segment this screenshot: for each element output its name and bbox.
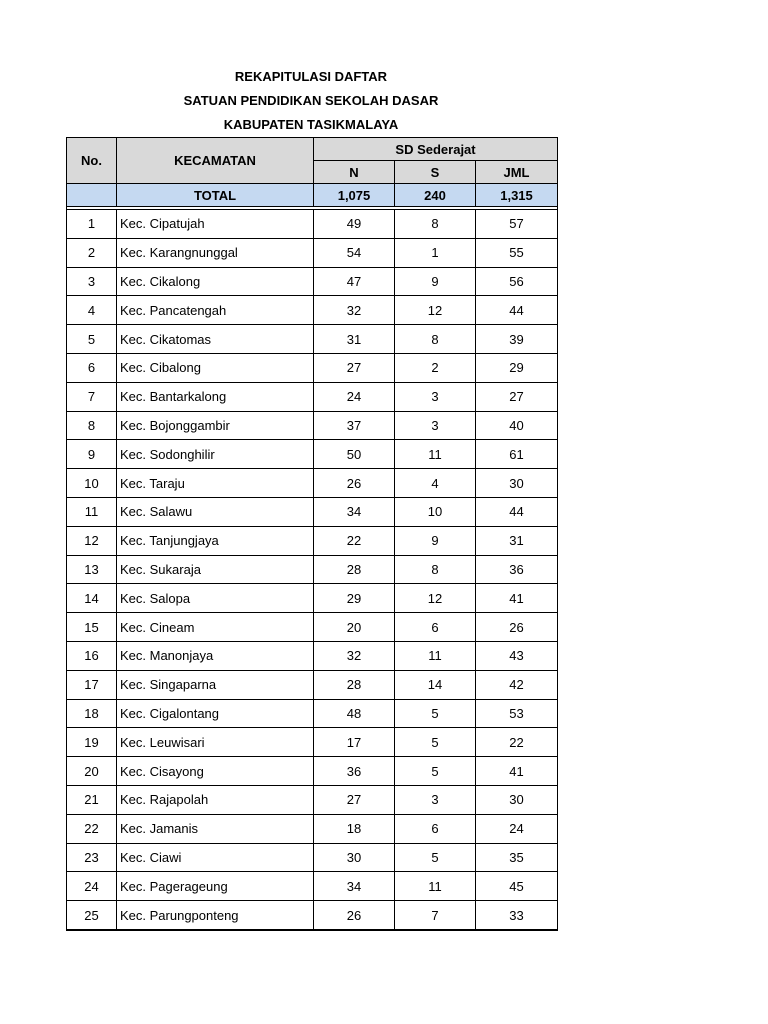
row-n: 50 [314, 440, 395, 469]
row-jml: 36 [476, 555, 558, 584]
row-n: 47 [314, 267, 395, 296]
row-kecamatan: Kec. Manonjaya [117, 641, 314, 670]
row-jml: 40 [476, 411, 558, 440]
row-s: 3 [395, 411, 476, 440]
row-kecamatan: Kec. Taraju [117, 469, 314, 498]
row-jml: 30 [476, 785, 558, 814]
row-kecamatan: Kec. Cineam [117, 613, 314, 642]
row-kecamatan: Kec. Ciawi [117, 843, 314, 872]
row-n: 27 [314, 353, 395, 382]
row-jml: 41 [476, 584, 558, 613]
row-no: 20 [67, 757, 117, 786]
table-row [67, 670, 558, 699]
row-kecamatan: Kec. Cisayong [117, 757, 314, 786]
row-jml: 45 [476, 872, 558, 901]
row-s: 5 [395, 728, 476, 757]
row-n: 32 [314, 641, 395, 670]
row-kecamatan: Kec. Karangnunggal [117, 238, 314, 267]
row-no: 4 [67, 296, 117, 325]
row-kecamatan: Kec. Cibalong [117, 353, 314, 382]
table-row [67, 699, 558, 728]
row-s: 5 [395, 699, 476, 728]
row-no: 14 [67, 584, 117, 613]
row-n: 54 [314, 238, 395, 267]
row-s: 14 [395, 670, 476, 699]
row-no: 18 [67, 699, 117, 728]
row-n: 37 [314, 411, 395, 440]
row-kecamatan: Kec. Cikalong [117, 267, 314, 296]
table-row [67, 325, 558, 354]
row-jml: 44 [476, 497, 558, 526]
row-n: 26 [314, 469, 395, 498]
row-n: 30 [314, 843, 395, 872]
row-n: 48 [314, 699, 395, 728]
total-row [67, 184, 558, 207]
row-n: 49 [314, 210, 395, 239]
row-no: 2 [67, 238, 117, 267]
table-row [67, 440, 558, 469]
row-no: 6 [67, 353, 117, 382]
row-jml: 30 [476, 469, 558, 498]
row-no: 10 [67, 469, 117, 498]
row-n: 34 [314, 497, 395, 526]
row-jml: 31 [476, 526, 558, 555]
row-jml: 33 [476, 901, 558, 930]
row-jml: 56 [476, 267, 558, 296]
row-kecamatan: Kec. Singaparna [117, 670, 314, 699]
row-jml: 39 [476, 325, 558, 354]
title-line-3: KABUPATEN TASIKMALAYA [223, 117, 399, 132]
row-jml: 61 [476, 440, 558, 469]
row-kecamatan: Kec. Sodonghilir [117, 440, 314, 469]
row-n: 29 [314, 584, 395, 613]
row-jml: 43 [476, 641, 558, 670]
table-row [67, 469, 558, 498]
row-no: 24 [67, 872, 117, 901]
table-row [67, 526, 558, 555]
row-jml: 57 [476, 210, 558, 239]
row-kecamatan: Kec. Tanjungjaya [117, 526, 314, 555]
row-jml: 24 [476, 814, 558, 843]
row-s: 6 [395, 613, 476, 642]
row-jml: 44 [476, 296, 558, 325]
table-row [67, 497, 558, 526]
header-no: No. [67, 138, 117, 184]
row-kecamatan: Kec. Salopa [117, 584, 314, 613]
row-n: 20 [314, 613, 395, 642]
row-kecamatan: Kec. Cikatomas [117, 325, 314, 354]
row-s: 12 [395, 584, 476, 613]
header-row-1 [67, 138, 558, 161]
row-n: 27 [314, 785, 395, 814]
row-no: 9 [67, 440, 117, 469]
recap-table [66, 137, 558, 931]
row-n: 17 [314, 728, 395, 757]
row-jml: 41 [476, 757, 558, 786]
row-s: 2 [395, 353, 476, 382]
row-no: 8 [67, 411, 117, 440]
row-s: 8 [395, 555, 476, 584]
total-s: 240 [395, 184, 476, 207]
row-kecamatan: Kec. Parungponteng [117, 901, 314, 930]
row-s: 11 [395, 440, 476, 469]
total-n: 1,075 [314, 184, 395, 207]
table-row [67, 613, 558, 642]
row-n: 32 [314, 296, 395, 325]
total-jml: 1,315 [476, 184, 558, 207]
row-s: 9 [395, 526, 476, 555]
row-kecamatan: Kec. Leuwisari [117, 728, 314, 757]
table-row [67, 267, 558, 296]
table-row [67, 238, 558, 267]
row-s: 6 [395, 814, 476, 843]
row-no: 13 [67, 555, 117, 584]
row-kecamatan: Kec. Cigalontang [117, 699, 314, 728]
row-no: 12 [67, 526, 117, 555]
row-kecamatan: Kec. Pancatengah [117, 296, 314, 325]
header-s: S [395, 161, 476, 184]
row-no: 22 [67, 814, 117, 843]
row-jml: 35 [476, 843, 558, 872]
row-no: 15 [67, 613, 117, 642]
row-jml: 55 [476, 238, 558, 267]
table-row [67, 843, 558, 872]
table-row [67, 728, 558, 757]
row-s: 4 [395, 469, 476, 498]
row-kecamatan: Kec. Pagerageung [117, 872, 314, 901]
row-s: 7 [395, 901, 476, 930]
table-row [67, 785, 558, 814]
row-n: 18 [314, 814, 395, 843]
row-s: 12 [395, 296, 476, 325]
table-row [67, 641, 558, 670]
table-row [67, 901, 558, 930]
row-n: 31 [314, 325, 395, 354]
row-s: 8 [395, 210, 476, 239]
title-line-1: REKAPITULASI DAFTAR [234, 69, 388, 84]
row-kecamatan: Kec. Bojonggambir [117, 411, 314, 440]
row-n: 28 [314, 555, 395, 584]
row-s: 9 [395, 267, 476, 296]
row-n: 24 [314, 382, 395, 411]
header-kecamatan: KECAMATAN [117, 138, 314, 184]
row-kecamatan: Kec. Sukaraja [117, 555, 314, 584]
table-row [67, 814, 558, 843]
row-kecamatan: Kec. Cipatujah [117, 210, 314, 239]
header-sd-sederajat: SD Sederajat [314, 138, 558, 161]
row-no: 11 [67, 497, 117, 526]
row-n: 26 [314, 901, 395, 930]
table-row [67, 296, 558, 325]
row-n: 34 [314, 872, 395, 901]
row-jml: 22 [476, 728, 558, 757]
table-row [67, 584, 558, 613]
row-s: 10 [395, 497, 476, 526]
row-jml: 42 [476, 670, 558, 699]
row-no: 25 [67, 901, 117, 930]
row-kecamatan: Kec. Jamanis [117, 814, 314, 843]
header-jml: JML [476, 161, 558, 184]
row-s: 11 [395, 641, 476, 670]
row-no: 21 [67, 785, 117, 814]
row-n: 22 [314, 526, 395, 555]
row-s: 5 [395, 757, 476, 786]
row-no: 5 [67, 325, 117, 354]
row-no: 23 [67, 843, 117, 872]
row-kecamatan: Kec. Bantarkalong [117, 382, 314, 411]
row-jml: 53 [476, 699, 558, 728]
row-no: 1 [67, 210, 117, 239]
row-no: 17 [67, 670, 117, 699]
table-row [67, 872, 558, 901]
table-row [67, 411, 558, 440]
row-jml: 26 [476, 613, 558, 642]
row-jml: 27 [476, 382, 558, 411]
row-s: 8 [395, 325, 476, 354]
table-row [67, 353, 558, 382]
row-no: 7 [67, 382, 117, 411]
row-s: 5 [395, 843, 476, 872]
table-row [67, 555, 558, 584]
table-row [67, 757, 558, 786]
row-s: 3 [395, 785, 476, 814]
row-kecamatan: Kec. Rajapolah [117, 785, 314, 814]
total-no-cell [67, 184, 117, 207]
row-kecamatan: Kec. Salawu [117, 497, 314, 526]
row-no: 16 [67, 641, 117, 670]
total-label: TOTAL [117, 184, 314, 207]
row-jml: 29 [476, 353, 558, 382]
header-n: N [314, 161, 395, 184]
row-no: 19 [67, 728, 117, 757]
row-s: 11 [395, 872, 476, 901]
row-s: 1 [395, 238, 476, 267]
table-row [67, 382, 558, 411]
table-row [67, 210, 558, 239]
title-line-2: SATUAN PENDIDIKAN SEKOLAH DASAR [183, 93, 439, 108]
row-s: 3 [395, 382, 476, 411]
row-n: 28 [314, 670, 395, 699]
row-no: 3 [67, 267, 117, 296]
row-n: 36 [314, 757, 395, 786]
